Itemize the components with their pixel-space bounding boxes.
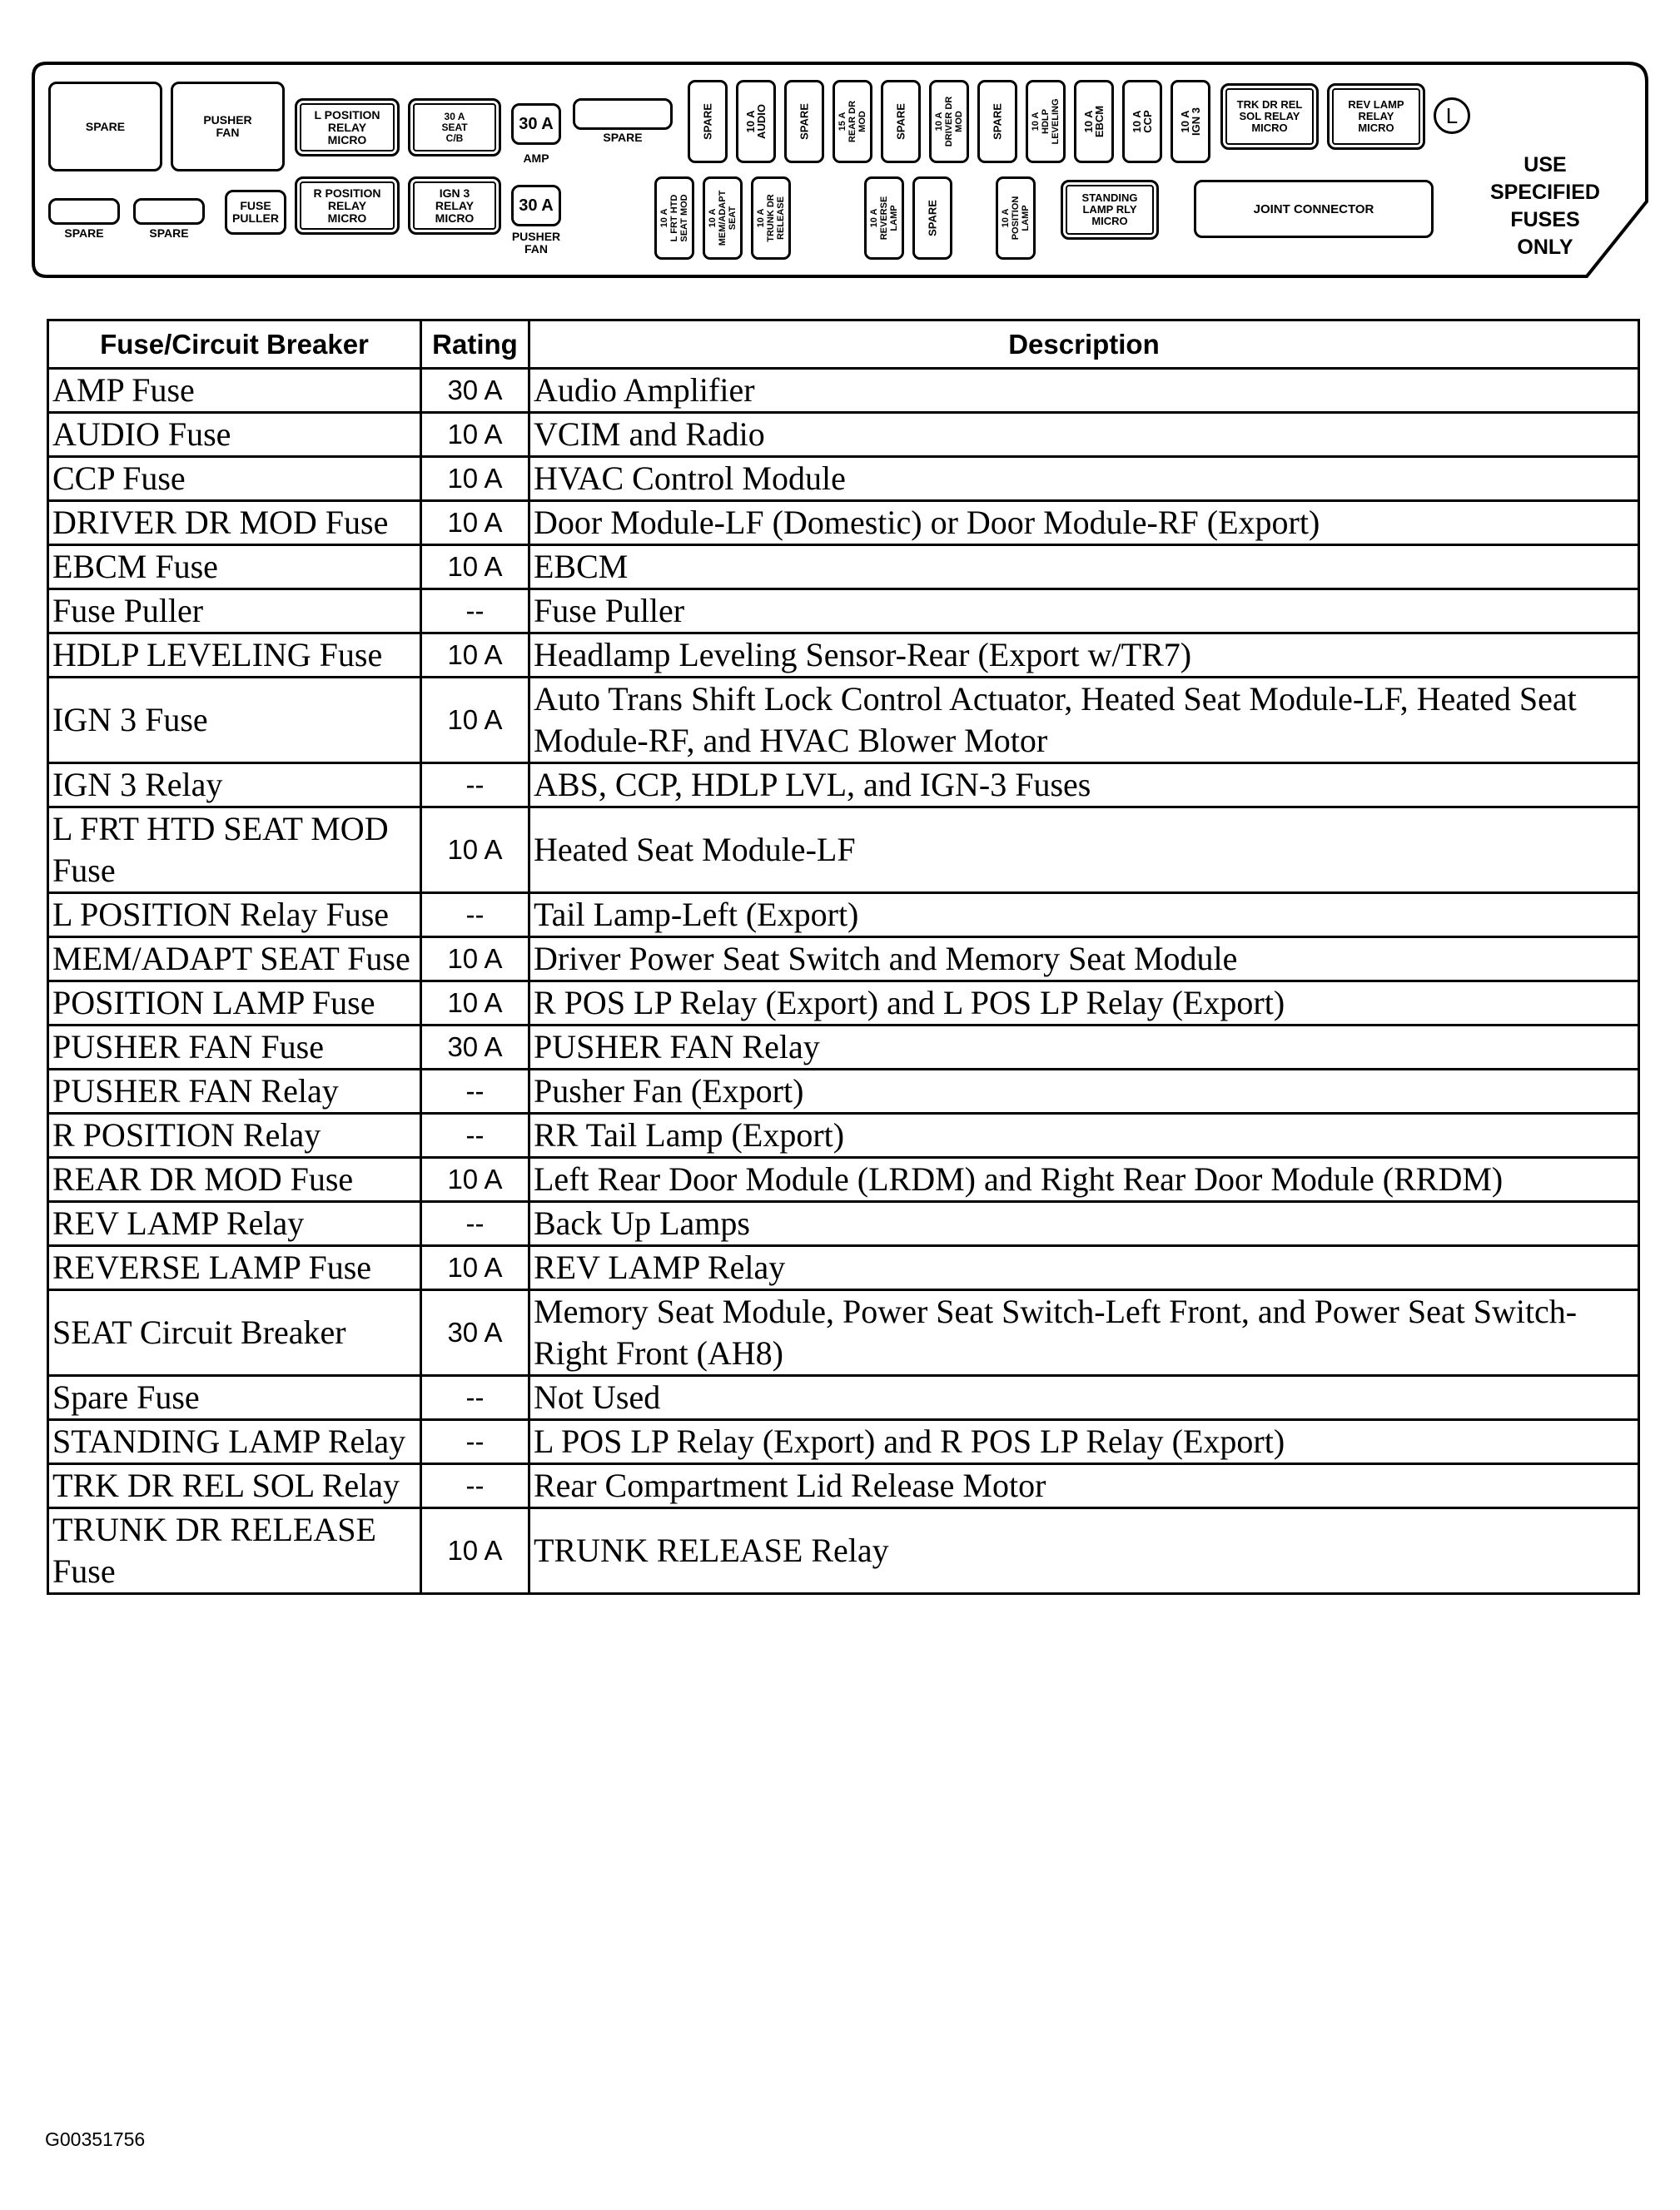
fuse-slot-spare-v3: SPARE xyxy=(881,80,921,163)
pusher-fan-label: PUSHER FAN xyxy=(511,230,561,256)
spare-3-label: SPARE xyxy=(149,226,189,240)
fuse-name-cell: L POSITION Relay Fuse xyxy=(48,893,421,937)
fuse-name-cell: CCP Fuse xyxy=(48,457,421,501)
relay-trk-dr-rel-sol: TRK DR REL SOL RELAY MICRO xyxy=(1220,83,1319,150)
fuse-slot-rear-dr-mod: 15 A REAR DR MOD xyxy=(833,80,872,163)
table-row xyxy=(48,981,1639,1026)
fuse-slot-amp: 30 A xyxy=(511,103,561,145)
rating-cell: 10 A xyxy=(421,633,529,678)
description-cell: Audio Amplifier xyxy=(529,369,1639,413)
rating-cell: 10 A xyxy=(421,413,529,457)
fuse-slot-spare-2 xyxy=(48,198,120,225)
table-row xyxy=(48,589,1639,633)
description-cell: Not Used xyxy=(529,1376,1639,1420)
fuse-slot-reverse-lamp: 10 A REVERSE LAMP xyxy=(864,176,904,260)
table-row xyxy=(48,369,1639,413)
description-cell: ABS, CCP, HDLP LVL, and IGN-3 Fuses xyxy=(529,763,1639,807)
description-cell: HVAC Control Module xyxy=(529,457,1639,501)
relay-standing-lamp: STANDING LAMP RLY MICRO xyxy=(1061,180,1159,240)
use-specified-fuses-note: USE SPECIFIED FUSES ONLY xyxy=(1490,153,1600,259)
fuse-name-cell: Spare Fuse xyxy=(48,1376,421,1420)
rating-cell: 30 A xyxy=(421,1290,529,1376)
header-rating: Rating xyxy=(421,320,529,369)
table-row xyxy=(48,763,1639,807)
fuse-block-diagram xyxy=(30,60,1650,280)
fuse-name-cell: EBCM Fuse xyxy=(48,545,421,589)
amp-label: AMP xyxy=(523,151,549,165)
fuse-slot-trunk-dr-release: 10 A TRUNK DR RELEASE xyxy=(751,176,791,260)
fuse-name-cell: REV LAMP Relay xyxy=(48,1202,421,1246)
fuse-slot-spare-v4: SPARE xyxy=(977,80,1017,163)
table-row xyxy=(48,501,1639,545)
relay-r-position: R POSITION RELAY MICRO xyxy=(295,176,400,235)
rating-cell: 10 A xyxy=(421,981,529,1026)
fuse-name-cell: PUSHER FAN Fuse xyxy=(48,1026,421,1070)
description-cell: PUSHER FAN Relay xyxy=(529,1026,1639,1070)
fuse-name-cell: POSITION LAMP Fuse xyxy=(48,981,421,1026)
fuse-slot-spare: SPARE xyxy=(48,82,162,171)
rating-cell: 30 A xyxy=(421,1026,529,1070)
fuse-name-cell: TRK DR REL SOL Relay xyxy=(48,1464,421,1508)
description-cell: Door Module-LF (Domestic) or Door Module-RF (Export) xyxy=(529,501,1639,545)
fuse-name-cell: AMP Fuse xyxy=(48,369,421,413)
rating-cell: 10 A xyxy=(421,545,529,589)
rating-cell: -- xyxy=(421,589,529,633)
table-row xyxy=(48,937,1639,981)
fuse-name-cell: DRIVER DR MOD Fuse xyxy=(48,501,421,545)
description-cell: VCIM and Radio xyxy=(529,413,1639,457)
fuse-name-cell: HDLP LEVELING Fuse xyxy=(48,633,421,678)
rating-cell: -- xyxy=(421,893,529,937)
fuse-puller: FUSE PULLER xyxy=(225,190,286,235)
fuse-slot-spare-3 xyxy=(133,198,205,225)
table-row xyxy=(48,1508,1639,1594)
fuse-name-cell: REAR DR MOD Fuse xyxy=(48,1158,421,1202)
table-row xyxy=(48,633,1639,678)
rating-cell: -- xyxy=(421,1420,529,1464)
description-cell: Left Rear Door Module (LRDM) and Right Rear Door Module (RRDM) xyxy=(529,1158,1639,1202)
rating-cell: -- xyxy=(421,763,529,807)
rating-cell: 10 A xyxy=(421,678,529,763)
rating-cell: 10 A xyxy=(421,501,529,545)
table-row xyxy=(48,1114,1639,1158)
description-cell: Memory Seat Module, Power Seat Switch-Left Front, and Power Seat Switch-Right Front (AH8) xyxy=(529,1290,1639,1376)
description-cell: Pusher Fan (Export) xyxy=(529,1070,1639,1114)
circuit-breaker-seat: 30 A SEAT C/B xyxy=(408,98,501,156)
table-row xyxy=(48,893,1639,937)
table-row xyxy=(48,1202,1639,1246)
fuse-name-cell: TRUNK DR RELEASE Fuse xyxy=(48,1508,421,1594)
description-cell: TRUNK RELEASE Relay xyxy=(529,1508,1639,1594)
rating-cell: -- xyxy=(421,1376,529,1420)
description-cell: RR Tail Lamp (Export) xyxy=(529,1114,1639,1158)
fuse-slot-audio: 10 A AUDIO xyxy=(736,80,776,163)
spare-2-label: SPARE xyxy=(64,226,104,240)
fuse-slot-driver-dr-mod: 10 A DRIVER DR MOD xyxy=(929,80,969,163)
fuse-name-cell: IGN 3 Relay xyxy=(48,763,421,807)
rating-cell: -- xyxy=(421,1070,529,1114)
fuse-slot-pusher-fan: PUSHER FAN xyxy=(171,82,285,171)
fuse-slot-position-lamp: 10 A POSITION LAMP xyxy=(996,176,1036,260)
fuse-name-cell: MEM/ADAPT SEAT Fuse xyxy=(48,937,421,981)
description-cell: Auto Trans Shift Lock Control Actuator, Heated Seat Module-LF, Heated Seat Module-RF, and HVAC Blower Motor xyxy=(529,678,1639,763)
description-cell: R POS LP Relay (Export) and L POS LP Relay (Export) xyxy=(529,981,1639,1026)
rating-cell: 10 A xyxy=(421,1158,529,1202)
fuse-name-cell: SEAT Circuit Breaker xyxy=(48,1290,421,1376)
fuse-slot-ccp: 10 A CCP xyxy=(1122,80,1162,163)
rating-cell: 10 A xyxy=(421,937,529,981)
relay-rev-lamp: REV LAMP RELAY MICRO xyxy=(1327,83,1425,150)
fuse-name-cell: Fuse Puller xyxy=(48,589,421,633)
table-row xyxy=(48,807,1639,893)
description-cell: Headlamp Leveling Sensor-Rear (Export w/TR7) xyxy=(529,633,1639,678)
rating-cell: -- xyxy=(421,1464,529,1508)
header-description: Description xyxy=(529,320,1639,369)
fuse-slot-l-frt-htd-seat-mod: 10 A L FRT HTD SEAT MOD xyxy=(654,176,694,260)
rating-cell: 10 A xyxy=(421,1508,529,1594)
relay-l-position: L POSITION RELAY MICRO xyxy=(295,98,400,156)
fuse-slot-spare-v2: SPARE xyxy=(784,80,824,163)
spare-flat-label: SPARE xyxy=(603,131,643,144)
table-row xyxy=(48,1420,1639,1464)
description-cell: Back Up Lamps xyxy=(529,1202,1639,1246)
joint-connector: JOINT CONNECTOR xyxy=(1194,180,1434,238)
table-row xyxy=(48,1026,1639,1070)
fuse-slot-mem-adapt-seat: 10 A MEM/ADAPT SEAT xyxy=(703,176,743,260)
rating-cell: -- xyxy=(421,1202,529,1246)
fuse-name-cell: STANDING LAMP Relay xyxy=(48,1420,421,1464)
description-cell: Heated Seat Module-LF xyxy=(529,807,1639,893)
rating-cell: 10 A xyxy=(421,457,529,501)
description-cell: REV LAMP Relay xyxy=(529,1246,1639,1290)
rating-cell: -- xyxy=(421,1114,529,1158)
rating-cell: 10 A xyxy=(421,807,529,893)
fuse-name-cell: IGN 3 Fuse xyxy=(48,678,421,763)
description-cell: L POS LP Relay (Export) and R POS LP Relay (Export) xyxy=(529,1420,1639,1464)
table-row xyxy=(48,1290,1639,1376)
table-row xyxy=(48,545,1639,589)
description-cell: Driver Power Seat Switch and Memory Seat Module xyxy=(529,937,1639,981)
header-fuse-circuit-breaker: Fuse/Circuit Breaker xyxy=(48,320,421,369)
description-cell: Fuse Puller xyxy=(529,589,1639,633)
fuse-name-cell: PUSHER FAN Relay xyxy=(48,1070,421,1114)
description-cell: Rear Compartment Lid Release Motor xyxy=(529,1464,1639,1508)
table-header-row xyxy=(48,320,1639,369)
fuse-slot-hdlp-leveling: 10 A HDLP LEVELING xyxy=(1026,80,1066,163)
fuse-slot-ebcm: 10 A EBCM xyxy=(1074,80,1114,163)
relay-ign3: IGN 3 RELAY MICRO xyxy=(408,176,501,235)
figure-id: G00351756 xyxy=(45,2128,146,2150)
table-row xyxy=(48,1158,1639,1202)
fuse-slot-spare-v5: SPARE xyxy=(912,176,952,260)
table-row xyxy=(48,1376,1639,1420)
table-row xyxy=(48,457,1639,501)
table-row xyxy=(48,1070,1639,1114)
fuse-table xyxy=(47,319,1640,1595)
description-cell: Tail Lamp-Left (Export) xyxy=(529,893,1639,937)
table-row xyxy=(48,1246,1639,1290)
fuse-slot-ign3: 10 A IGN 3 xyxy=(1171,80,1210,163)
fuse-name-cell: L FRT HTD SEAT MOD Fuse xyxy=(48,807,421,893)
fuse-slot-spare-flat xyxy=(573,98,673,130)
location-circle: L xyxy=(1434,97,1470,134)
table-row xyxy=(48,1464,1639,1508)
fuse-name-cell: AUDIO Fuse xyxy=(48,413,421,457)
table-row xyxy=(48,678,1639,763)
fuse-slot-pusher-fan-30a: 30 A xyxy=(511,185,561,226)
description-cell: EBCM xyxy=(529,545,1639,589)
table-row xyxy=(48,413,1639,457)
fuse-name-cell: REVERSE LAMP Fuse xyxy=(48,1246,421,1290)
table-body xyxy=(48,369,1639,1594)
rating-cell: 10 A xyxy=(421,1246,529,1290)
fuse-name-cell: R POSITION Relay xyxy=(48,1114,421,1158)
rating-cell: 30 A xyxy=(421,369,529,413)
fuse-slot-spare-v1: SPARE xyxy=(688,80,728,163)
